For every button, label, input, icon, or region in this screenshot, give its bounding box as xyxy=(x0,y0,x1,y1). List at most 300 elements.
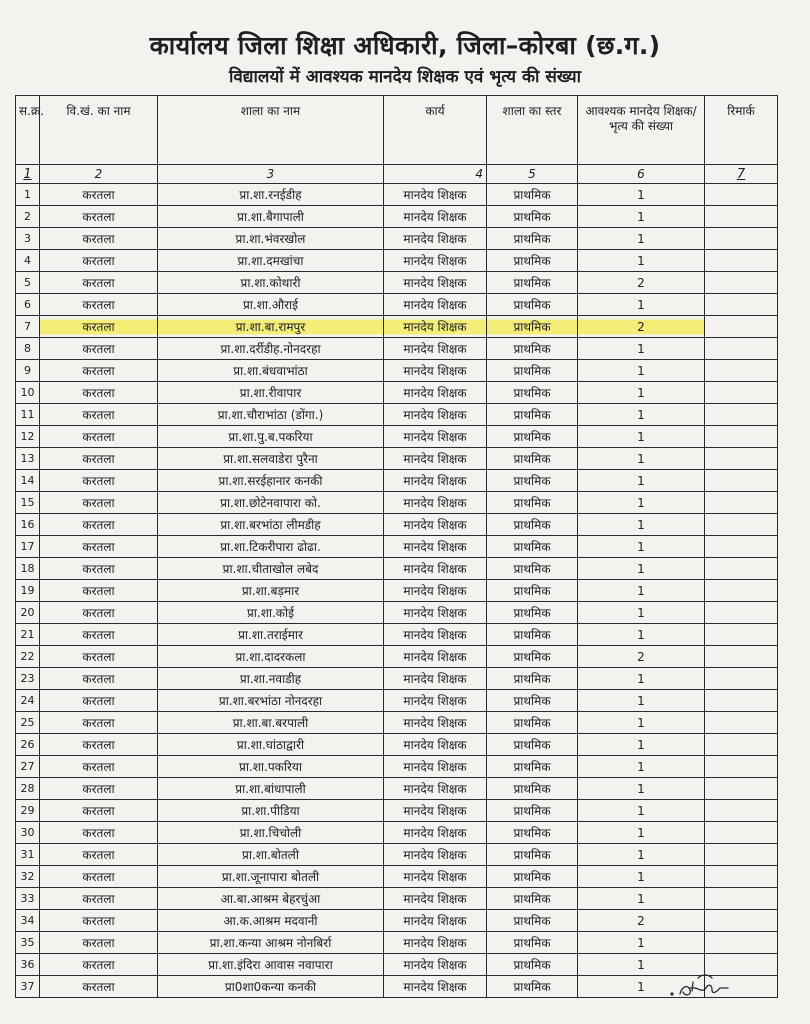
block-cell: करतला xyxy=(40,646,158,668)
serial-cell: 13 xyxy=(16,448,40,470)
work-cell: मानदेय शिक्षक xyxy=(384,756,487,778)
count-cell: 2 xyxy=(578,272,705,294)
count-cell: 1 xyxy=(578,470,705,492)
column-number: 4 xyxy=(384,165,487,184)
block-cell: करतला xyxy=(40,294,158,316)
table-row xyxy=(16,844,778,866)
block-cell: करतला xyxy=(40,536,158,558)
serial-cell: 28 xyxy=(16,778,40,800)
school-name-cell: प्रा.शा.बा.बरपाली xyxy=(158,712,384,734)
block-cell: करतला xyxy=(40,580,158,602)
signature xyxy=(668,964,738,1004)
work-cell: मानदेय शिक्षक xyxy=(384,734,487,756)
work-cell: मानदेय शिक्षक xyxy=(384,778,487,800)
serial-cell: 27 xyxy=(16,756,40,778)
school-name-cell: प्रा.शा.चिचोली xyxy=(158,822,384,844)
serial-cell: 10 xyxy=(16,382,40,404)
work-cell: मानदेय शिक्षक xyxy=(384,404,487,426)
table-row xyxy=(16,602,778,624)
serial-cell: 11 xyxy=(16,404,40,426)
school-name-cell: प्रा.शा.बैगापाली xyxy=(158,206,384,228)
table-row xyxy=(16,888,778,910)
remark-cell xyxy=(705,888,778,910)
level-cell: प्राथमिक xyxy=(487,734,578,756)
block-cell: करतला xyxy=(40,360,158,382)
count-cell: 1 xyxy=(578,800,705,822)
count-cell: 1 xyxy=(578,734,705,756)
serial-cell: 29 xyxy=(16,800,40,822)
serial-cell: 32 xyxy=(16,866,40,888)
remark-cell xyxy=(705,448,778,470)
count-cell: 1 xyxy=(578,294,705,316)
school-name-cell: प्रा.शा.पकरिया xyxy=(158,756,384,778)
table-row xyxy=(16,470,778,492)
count-cell: 1 xyxy=(578,976,705,998)
table-row xyxy=(16,558,778,580)
serial-cell: 21 xyxy=(16,624,40,646)
level-cell: प्राथमिक xyxy=(487,756,578,778)
block-cell: करतला xyxy=(40,228,158,250)
serial-cell: 20 xyxy=(16,602,40,624)
count-cell: 1 xyxy=(578,690,705,712)
table-row xyxy=(16,932,778,954)
count-cell: 1 xyxy=(578,360,705,382)
remark-cell xyxy=(705,844,778,866)
block-cell: करतला xyxy=(40,448,158,470)
block-cell: करतला xyxy=(40,250,158,272)
serial-cell: 35 xyxy=(16,932,40,954)
level-cell: प्राथमिक xyxy=(487,514,578,536)
remark-cell xyxy=(705,580,778,602)
block-cell: करतला xyxy=(40,954,158,976)
level-cell: प्राथमिक xyxy=(487,338,578,360)
school-name-cell: प्रा.शा.कोथारी xyxy=(158,272,384,294)
block-cell: करतला xyxy=(40,932,158,954)
count-cell: 1 xyxy=(578,756,705,778)
school-name-cell: प्रा.शा.पीडिया xyxy=(158,800,384,822)
block-cell: करतला xyxy=(40,602,158,624)
work-cell: मानदेय शिक्षक xyxy=(384,558,487,580)
work-cell: मानदेय शिक्षक xyxy=(384,316,487,338)
school-name-cell: प्रा.शा.बा.रामपुर xyxy=(158,316,384,338)
table-row xyxy=(16,514,778,536)
school-name-cell: आ.क.आश्रम मदवानी xyxy=(158,910,384,932)
remark-cell xyxy=(705,778,778,800)
level-cell: प्राथमिक xyxy=(487,272,578,294)
count-cell: 1 xyxy=(578,602,705,624)
level-cell: प्राथमिक xyxy=(487,800,578,822)
work-cell: मानदेय शिक्षक xyxy=(384,954,487,976)
school-name-cell: प्रा.शा.कोई xyxy=(158,602,384,624)
serial-cell: 24 xyxy=(16,690,40,712)
header-row xyxy=(16,96,778,165)
serial-cell: 9 xyxy=(16,360,40,382)
work-cell: मानदेय शिक्षक xyxy=(384,426,487,448)
work-cell: मानदेय शिक्षक xyxy=(384,536,487,558)
remark-cell xyxy=(705,932,778,954)
school-name-cell: प्रा.शा.बड़मार xyxy=(158,580,384,602)
remark-cell xyxy=(705,734,778,756)
table-row xyxy=(16,734,778,756)
level-cell: प्राथमिक xyxy=(487,426,578,448)
table-row xyxy=(16,184,778,206)
count-cell: 1 xyxy=(578,250,705,272)
level-cell: प्राथमिक xyxy=(487,184,578,206)
school-name-cell: प्रा.शा.रीवापार xyxy=(158,382,384,404)
work-cell: मानदेय शिक्षक xyxy=(384,910,487,932)
block-cell: करतला xyxy=(40,910,158,932)
work-cell: मानदेय शिक्षक xyxy=(384,646,487,668)
block-cell: करतला xyxy=(40,338,158,360)
table-row xyxy=(16,954,778,976)
count-cell: 1 xyxy=(578,558,705,580)
remark-cell xyxy=(705,624,778,646)
block-cell: करतला xyxy=(40,272,158,294)
count-cell: 1 xyxy=(578,448,705,470)
count-cell: 1 xyxy=(578,844,705,866)
count-cell: 1 xyxy=(578,822,705,844)
remark-cell xyxy=(705,866,778,888)
serial-cell: 31 xyxy=(16,844,40,866)
work-cell: मानदेय शिक्षक xyxy=(384,712,487,734)
count-cell: 1 xyxy=(578,954,705,976)
column-number: 6 xyxy=(578,165,705,184)
count-cell: 1 xyxy=(578,668,705,690)
serial-cell: 26 xyxy=(16,734,40,756)
table-row xyxy=(16,976,778,998)
work-cell: मानदेय शिक्षक xyxy=(384,272,487,294)
work-cell: मानदेय शिक्षक xyxy=(384,514,487,536)
serial-cell: 25 xyxy=(16,712,40,734)
header-work: कार्य xyxy=(384,96,487,165)
school-name-cell: प्रा.शा.दादरकला xyxy=(158,646,384,668)
work-cell: मानदेय शिक्षक xyxy=(384,294,487,316)
remark-cell xyxy=(705,360,778,382)
block-cell: करतला xyxy=(40,514,158,536)
remark-cell xyxy=(705,272,778,294)
table-row xyxy=(16,690,778,712)
serial-cell: 3 xyxy=(16,228,40,250)
remark-cell xyxy=(705,646,778,668)
table-row xyxy=(16,866,778,888)
table-row xyxy=(16,822,778,844)
serial-cell: 7 xyxy=(16,316,40,338)
table-row xyxy=(16,404,778,426)
block-cell: करतला xyxy=(40,426,158,448)
serial-cell: 6 xyxy=(16,294,40,316)
count-cell: 1 xyxy=(578,514,705,536)
work-cell: मानदेय शिक्षक xyxy=(384,250,487,272)
level-cell: प्राथमिक xyxy=(487,712,578,734)
block-cell: करतला xyxy=(40,668,158,690)
work-cell: मानदेय शिक्षक xyxy=(384,932,487,954)
remark-cell xyxy=(705,338,778,360)
level-cell: प्राथमिक xyxy=(487,602,578,624)
remark-cell xyxy=(705,426,778,448)
column-number: 3 xyxy=(158,165,384,184)
remark-cell xyxy=(705,250,778,272)
level-cell: प्राथमिक xyxy=(487,910,578,932)
table-row xyxy=(16,536,778,558)
serial-cell: 16 xyxy=(16,514,40,536)
work-cell: मानदेय शिक्षक xyxy=(384,206,487,228)
school-name-cell: प्रा.शा.घांठाद्वारी xyxy=(158,734,384,756)
serial-cell: 34 xyxy=(16,910,40,932)
block-cell: करतला xyxy=(40,206,158,228)
remark-cell xyxy=(705,910,778,932)
table-row xyxy=(16,228,778,250)
remark-cell xyxy=(705,668,778,690)
table-row xyxy=(16,294,778,316)
work-cell: मानदेय शिक्षक xyxy=(384,866,487,888)
count-cell: 1 xyxy=(578,228,705,250)
level-cell: प्राथमिक xyxy=(487,536,578,558)
table-row xyxy=(16,492,778,514)
table-row xyxy=(16,646,778,668)
level-cell: प्राथमिक xyxy=(487,866,578,888)
school-name-cell: प्रा.शा.तराईमार xyxy=(158,624,384,646)
work-cell: मानदेय शिक्षक xyxy=(384,602,487,624)
block-cell: करतला xyxy=(40,382,158,404)
level-cell: प्राथमिक xyxy=(487,558,578,580)
school-name-cell: आ.बा.आश्रम बेहरचुंआ xyxy=(158,888,384,910)
level-cell: प्राथमिक xyxy=(487,668,578,690)
count-cell: 1 xyxy=(578,888,705,910)
count-cell: 1 xyxy=(578,536,705,558)
level-cell: प्राथमिक xyxy=(487,250,578,272)
table-row xyxy=(16,448,778,470)
school-name-cell: प्रा0शा0कन्या कनकी xyxy=(158,976,384,998)
level-cell: प्राथमिक xyxy=(487,778,578,800)
school-name-cell: प्रा.शा.सलवाडेरा पुरैना xyxy=(158,448,384,470)
header-school: शाला का नाम xyxy=(158,96,384,165)
table-row xyxy=(16,668,778,690)
level-cell: प्राथमिक xyxy=(487,404,578,426)
school-name-cell: प्रा.शा.बरभांठा नोनदरहा xyxy=(158,690,384,712)
level-cell: प्राथमिक xyxy=(487,382,578,404)
work-cell: मानदेय शिक्षक xyxy=(384,382,487,404)
work-cell: मानदेय शिक्षक xyxy=(384,228,487,250)
count-cell: 1 xyxy=(578,712,705,734)
school-name-cell: प्रा.शा.नवाडीह xyxy=(158,668,384,690)
table-row xyxy=(16,382,778,404)
table-row xyxy=(16,800,778,822)
block-cell: करतला xyxy=(40,844,158,866)
remark-cell xyxy=(705,756,778,778)
block-cell: करतला xyxy=(40,624,158,646)
table-row xyxy=(16,338,778,360)
level-cell: प्राथमिक xyxy=(487,228,578,250)
remark-cell xyxy=(705,492,778,514)
table-row xyxy=(16,580,778,602)
count-cell: 1 xyxy=(578,338,705,360)
remark-cell xyxy=(705,536,778,558)
level-cell: प्राथमिक xyxy=(487,646,578,668)
school-name-cell: प्रा.शा.बंधवाभांठा xyxy=(158,360,384,382)
level-cell: प्राथमिक xyxy=(487,932,578,954)
school-name-cell: प्रा.शा.टिकरीपारा ढोढा. xyxy=(158,536,384,558)
remark-cell xyxy=(705,316,778,338)
school-name-cell: प्रा.शा.रनईडीह xyxy=(158,184,384,206)
remark-cell xyxy=(705,800,778,822)
block-cell: करतला xyxy=(40,778,158,800)
count-cell: 1 xyxy=(578,778,705,800)
school-name-cell: प्रा.शा.पु.ब.पकरिया xyxy=(158,426,384,448)
school-name-cell: प्रा.शा.बरभांठा लीमडीह xyxy=(158,514,384,536)
table-row xyxy=(16,778,778,800)
work-cell: मानदेय शिक्षक xyxy=(384,338,487,360)
serial-cell: 14 xyxy=(16,470,40,492)
count-cell: 2 xyxy=(578,646,705,668)
count-cell: 1 xyxy=(578,932,705,954)
block-cell: करतला xyxy=(40,800,158,822)
block-cell: करतला xyxy=(40,316,158,338)
work-cell: मानदेय शिक्षक xyxy=(384,976,487,998)
school-name-cell: प्रा.शा.बोतली xyxy=(158,844,384,866)
column-number: 7 xyxy=(705,165,778,184)
work-cell: मानदेय शिक्षक xyxy=(384,668,487,690)
table-row xyxy=(16,756,778,778)
school-name-cell: प्रा.शा.भंवरखोल xyxy=(158,228,384,250)
serial-cell: 30 xyxy=(16,822,40,844)
remark-cell xyxy=(705,822,778,844)
column-number-row xyxy=(16,165,778,184)
serial-cell: 4 xyxy=(16,250,40,272)
level-cell: प्राथमिक xyxy=(487,690,578,712)
table-row xyxy=(16,250,778,272)
work-cell: मानदेय शिक्षक xyxy=(384,690,487,712)
header-level: शाला का स्तर xyxy=(487,96,578,165)
school-name-cell: प्रा.शा.चीताखोल लबेद xyxy=(158,558,384,580)
count-cell: 1 xyxy=(578,382,705,404)
table-row xyxy=(16,360,778,382)
count-cell: 1 xyxy=(578,426,705,448)
count-cell: 1 xyxy=(578,206,705,228)
schools-table xyxy=(15,95,778,998)
table-row xyxy=(16,624,778,646)
level-cell: प्राथमिक xyxy=(487,624,578,646)
work-cell: मानदेय शिक्षक xyxy=(384,360,487,382)
block-cell: करतला xyxy=(40,866,158,888)
block-cell: करतला xyxy=(40,822,158,844)
serial-cell: 23 xyxy=(16,668,40,690)
level-cell: प्राथमिक xyxy=(487,206,578,228)
block-cell: करतला xyxy=(40,734,158,756)
work-cell: मानदेय शिक्षक xyxy=(384,800,487,822)
count-cell: 2 xyxy=(578,910,705,932)
remark-cell xyxy=(705,404,778,426)
count-cell: 1 xyxy=(578,184,705,206)
header-count: आवश्यक मानदेय शिक्षक/भृत्य की संख्या xyxy=(578,96,705,165)
count-cell: 1 xyxy=(578,624,705,646)
count-cell: 1 xyxy=(578,492,705,514)
serial-cell: 8 xyxy=(16,338,40,360)
header-serial: स.क्र. xyxy=(16,96,40,165)
school-name-cell: प्रा.शा.इंदिरा आवास नवापारा xyxy=(158,954,384,976)
column-number: 1 xyxy=(16,165,40,184)
count-cell: 2 xyxy=(578,316,705,338)
block-cell: करतला xyxy=(40,558,158,580)
school-name-cell: प्रा.शा.सरईहानार कनकी xyxy=(158,470,384,492)
work-cell: मानदेय शिक्षक xyxy=(384,888,487,910)
serial-cell: 15 xyxy=(16,492,40,514)
serial-cell: 37 xyxy=(16,976,40,998)
block-cell: करतला xyxy=(40,404,158,426)
table-row xyxy=(16,316,778,338)
serial-cell: 2 xyxy=(16,206,40,228)
block-cell: करतला xyxy=(40,976,158,998)
work-cell: मानदेय शिक्षक xyxy=(384,448,487,470)
level-cell: प्राथमिक xyxy=(487,822,578,844)
school-name-cell: प्रा.शा.छोटेनवापारा को. xyxy=(158,492,384,514)
work-cell: मानदेय शिक्षक xyxy=(384,624,487,646)
school-name-cell: प्रा.शा.दर्रीडीह.नोनदरहा xyxy=(158,338,384,360)
level-cell: प्राथमिक xyxy=(487,954,578,976)
table-body xyxy=(16,184,778,998)
school-name-cell: प्रा.शा.कन्या आश्रम नोनबिर्रा xyxy=(158,932,384,954)
level-cell: प्राथमिक xyxy=(487,470,578,492)
work-cell: मानदेय शिक्षक xyxy=(384,580,487,602)
remark-cell xyxy=(705,294,778,316)
serial-cell: 12 xyxy=(16,426,40,448)
level-cell: प्राथमिक xyxy=(487,976,578,998)
level-cell: प्राथमिक xyxy=(487,294,578,316)
serial-cell: 19 xyxy=(16,580,40,602)
serial-cell: 18 xyxy=(16,558,40,580)
school-name-cell: प्रा.शा.चौराभांठा (डोंगा.) xyxy=(158,404,384,426)
header-remark: रिमार्क xyxy=(705,96,778,165)
serial-cell: 1 xyxy=(16,184,40,206)
remark-cell xyxy=(705,602,778,624)
block-cell: करतला xyxy=(40,470,158,492)
column-number: 5 xyxy=(487,165,578,184)
level-cell: प्राथमिक xyxy=(487,844,578,866)
level-cell: प्राथमिक xyxy=(487,448,578,470)
remark-cell xyxy=(705,558,778,580)
level-cell: प्राथमिक xyxy=(487,580,578,602)
document-subtitle: विद्यालयों में आवश्यक मानदेय शिक्षक एवं भृत्य की संख्या xyxy=(228,67,582,87)
level-cell: प्राथमिक xyxy=(487,492,578,514)
table-row xyxy=(16,910,778,932)
serial-cell: 36 xyxy=(16,954,40,976)
level-cell: प्राथमिक xyxy=(487,888,578,910)
block-cell: करतला xyxy=(40,690,158,712)
level-cell: प्राथमिक xyxy=(487,316,578,338)
table-row xyxy=(16,426,778,448)
remark-cell xyxy=(705,206,778,228)
column-number: 2 xyxy=(40,165,158,184)
level-cell: प्राथमिक xyxy=(487,360,578,382)
block-cell: करतला xyxy=(40,756,158,778)
work-cell: मानदेय शिक्षक xyxy=(384,844,487,866)
school-name-cell: प्रा.शा.दमखांचा xyxy=(158,250,384,272)
serial-cell: 17 xyxy=(16,536,40,558)
count-cell: 1 xyxy=(578,404,705,426)
count-cell: 1 xyxy=(578,866,705,888)
serial-cell: 5 xyxy=(16,272,40,294)
school-name-cell: प्रा.शा.औराई xyxy=(158,294,384,316)
office-title: कार्यालय जिला शिक्षा अधिकारी, जिला–कोरबा (छ.ग.) xyxy=(149,31,661,60)
remark-cell xyxy=(705,514,778,536)
remark-cell xyxy=(705,228,778,250)
header-block: वि.खं. का नाम xyxy=(40,96,158,165)
work-cell: मानदेय शिक्षक xyxy=(384,470,487,492)
remark-cell xyxy=(705,690,778,712)
table-row xyxy=(16,206,778,228)
table-row xyxy=(16,712,778,734)
school-name-cell: प्रा.शा.बांधापाली xyxy=(158,778,384,800)
serial-cell: 33 xyxy=(16,888,40,910)
